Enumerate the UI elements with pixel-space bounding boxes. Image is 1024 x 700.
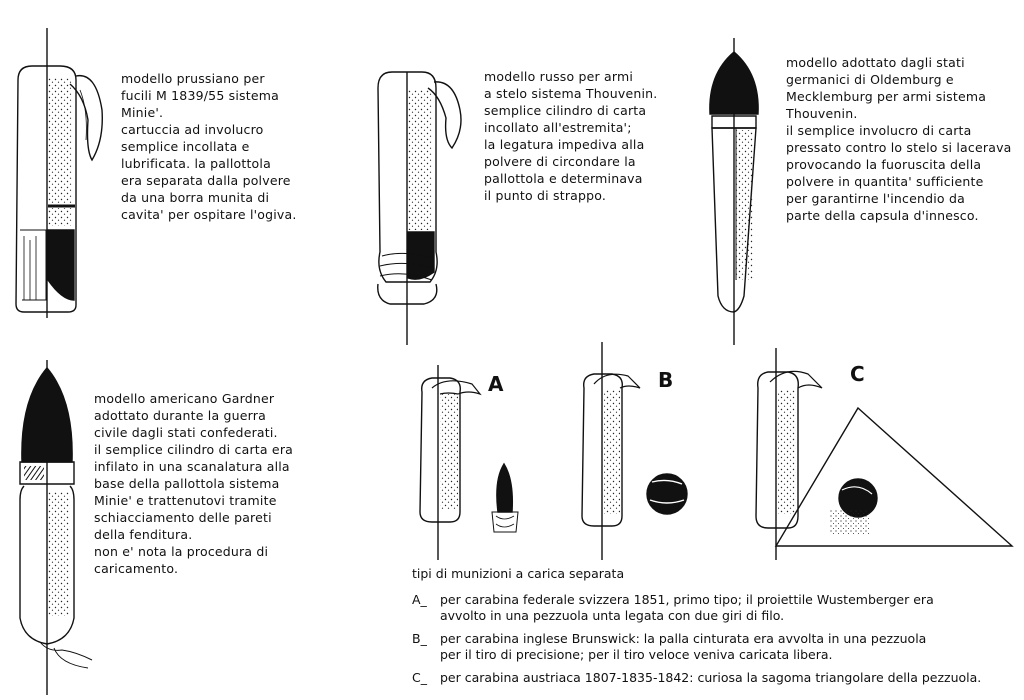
caption-line: civile dagli stati confederati.	[94, 425, 278, 440]
caption-line: semplice cilindro di carta	[484, 103, 647, 118]
caption-line: incollato all'estremita';	[484, 120, 632, 135]
caption-german	[786, 54, 1012, 224]
caption-line: la legatura impediva alla	[484, 137, 645, 152]
legend-line: per carabina federale svizzera 1851, primo tipo; il proiettile Wustemberger era	[440, 592, 934, 607]
caption-line: il punto di strappo.	[484, 188, 607, 203]
legend-item-b	[412, 631, 1012, 663]
caption-line: pallottola e determinava	[484, 171, 643, 186]
caption-line: provocando la fuoruscita della	[786, 157, 982, 172]
caption-line: Minie' e trattenutovi tramite	[94, 493, 277, 508]
caption-line: adottato durante la guerra	[94, 408, 266, 423]
german-cartridge-drawing	[710, 38, 758, 345]
caption-line: Mecklemburg per armi sistema	[786, 89, 987, 104]
legend-title: tipi di munizioni a carica separata	[412, 566, 625, 581]
legend-line: per carabina austriaca 1807-1835-1842: curiosa la sagoma triangolare della pezzuola.	[440, 670, 982, 685]
american-cartridge-drawing	[20, 360, 92, 695]
legend-item-label: A_	[412, 592, 427, 607]
prussian-cartridge-drawing	[16, 28, 102, 318]
legend-line: per il tiro di precisione; per il tiro veloce veniva caricata libera.	[440, 647, 833, 662]
caption-prussian	[121, 70, 297, 223]
caption-line: germanici di Oldemburg e	[786, 72, 954, 87]
legend	[412, 566, 1012, 693]
caption-line: Minie'.	[121, 105, 164, 120]
legend-item-text	[440, 592, 1012, 624]
caption-line: il semplice cilindro di carta era	[94, 442, 294, 457]
caption-line: cavita' per ospitare l'ogiva.	[121, 207, 297, 222]
caption-american	[94, 390, 293, 577]
caption-line: base della pallottola sistema	[94, 476, 280, 491]
caption-line: semplice incollata e	[121, 139, 250, 154]
caption-line: polvere di circondare la	[484, 154, 636, 169]
caption-line: modello prussiano per	[121, 71, 265, 86]
type-c-drawing	[756, 348, 1012, 560]
caption-line: da una borra munita di	[121, 190, 270, 205]
caption-line: lubrificata. la pallottola	[121, 156, 271, 171]
caption-line: modello russo per armi	[484, 69, 634, 84]
caption-line: non e' nota la procedura di	[94, 544, 269, 559]
caption-line: della fenditura.	[94, 527, 193, 542]
caption-line: schiacciamento delle pareti	[94, 510, 272, 525]
caption-line: modello americano Gardner	[94, 391, 275, 406]
caption-line: polvere in quantita' sufficiente	[786, 174, 984, 189]
legend-item-label: B_	[412, 631, 427, 646]
caption-russian	[484, 68, 657, 204]
caption-line: infilato in una scanalatura alla	[94, 459, 290, 474]
caption-line: modello adottato dagli stati	[786, 55, 965, 70]
caption-line: a stelo sistema Thouvenin.	[484, 86, 658, 101]
legend-item-text	[440, 670, 1012, 686]
caption-line: per garantirne l'incendio da	[786, 191, 965, 206]
caption-line: pressato contro lo stelo si lacerava	[786, 140, 1012, 155]
caption-line: il semplice involucro di carta	[786, 123, 972, 138]
caption-line: fucili M 1839/55 sistema	[121, 88, 279, 103]
legend-item-a	[412, 592, 1012, 624]
legend-line: avvolto in una pezzuola unta legata con due giri di filo.	[440, 608, 785, 623]
caption-line: cartuccia ad involucro	[121, 122, 264, 137]
caption-line: parte della capsula d'innesco.	[786, 208, 979, 223]
caption-line: Thouvenin.	[786, 106, 858, 121]
russian-cartridge-drawing	[378, 72, 461, 345]
legend-item-text	[440, 631, 1012, 663]
caption-line: caricamento.	[94, 561, 179, 576]
label-c: C	[850, 362, 865, 386]
legend-line: per carabina inglese Brunswick: la palla cinturata era avvolta in una pezzuola	[440, 631, 927, 646]
legend-item-c	[412, 670, 1012, 686]
legend-item-label: C_	[412, 670, 427, 685]
caption-line: era separata dalla polvere	[121, 173, 291, 188]
label-a: A	[488, 372, 504, 396]
label-b: B	[658, 368, 674, 392]
